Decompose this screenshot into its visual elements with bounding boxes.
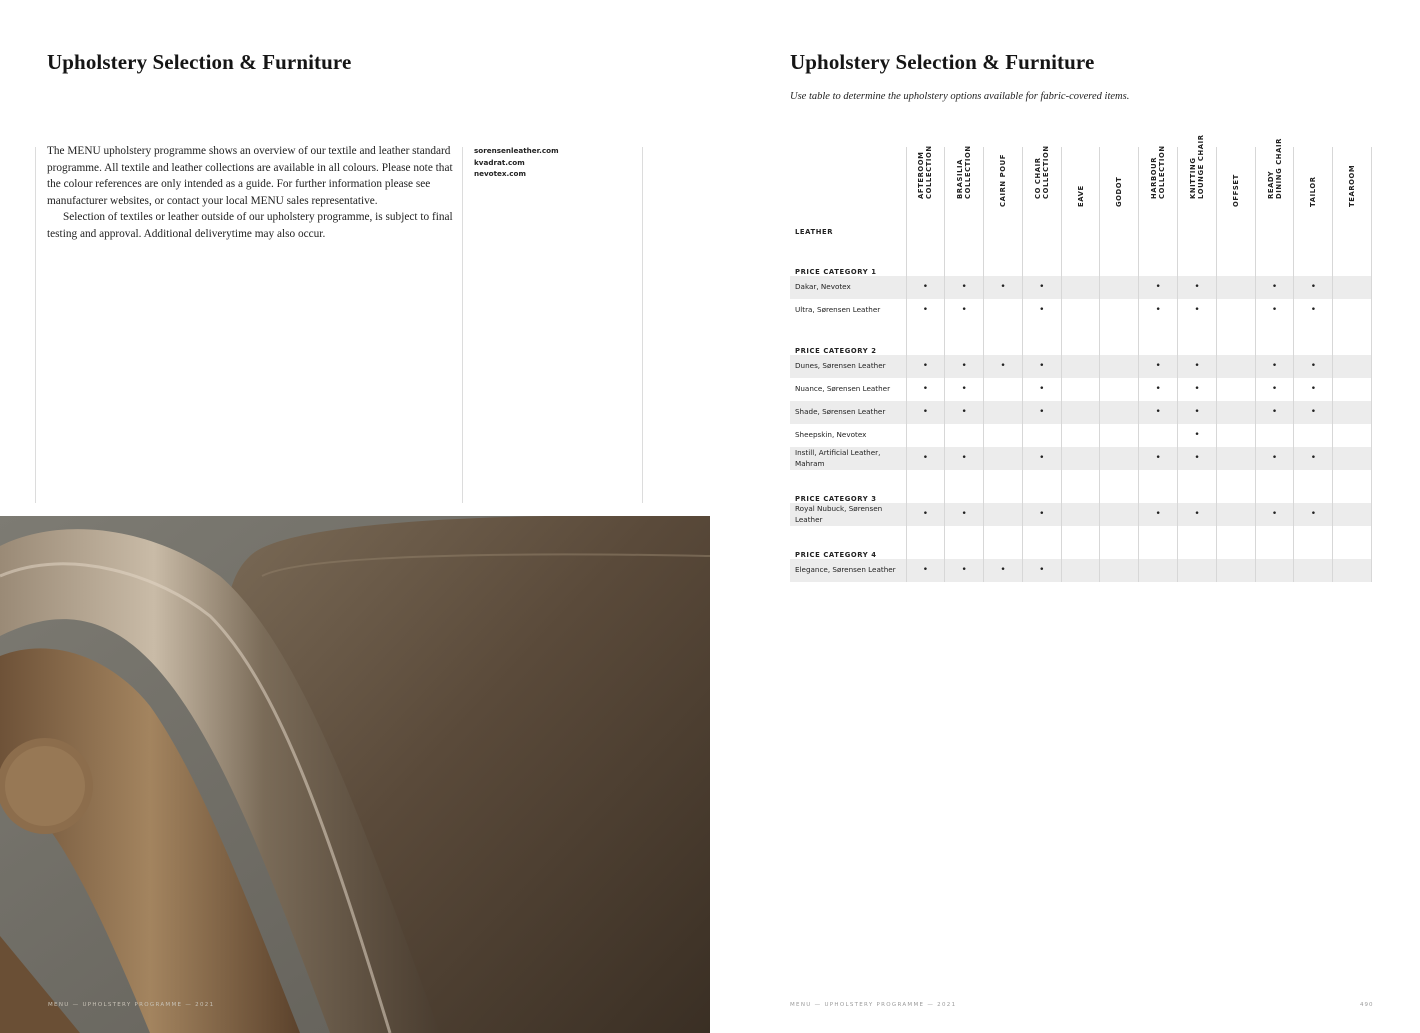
empty-cell bbox=[1178, 559, 1217, 582]
empty-cell bbox=[1333, 243, 1372, 276]
empty-cell bbox=[984, 322, 1023, 355]
availability-dot: • bbox=[1294, 401, 1333, 424]
empty-cell bbox=[1216, 401, 1255, 424]
empty-cell bbox=[1061, 378, 1100, 401]
availability-dot: • bbox=[1255, 401, 1294, 424]
empty-cell bbox=[1100, 378, 1139, 401]
link-nevotex[interactable]: nevotex.com bbox=[474, 169, 526, 178]
column-header bbox=[1294, 147, 1333, 221]
availability-dot: • bbox=[906, 559, 945, 582]
table-header-row bbox=[790, 147, 1372, 221]
availability-dot: • bbox=[1022, 559, 1061, 582]
empty-cell bbox=[1100, 401, 1139, 424]
availability-dot: • bbox=[906, 355, 945, 378]
empty-cell bbox=[1139, 559, 1178, 582]
empty-cell bbox=[1100, 447, 1139, 470]
material-name: Dakar, Nevotex bbox=[790, 276, 906, 299]
empty-cell bbox=[1061, 322, 1100, 355]
availability-dot: • bbox=[1022, 503, 1061, 526]
empty-cell bbox=[1061, 470, 1100, 503]
availability-dot: • bbox=[1294, 503, 1333, 526]
availability-dot: • bbox=[1294, 299, 1333, 322]
column-header-label: OFFSET bbox=[1231, 174, 1240, 207]
price-category-label: PRICE CATEGORY 1 bbox=[795, 268, 877, 276]
empty-cell bbox=[906, 424, 945, 447]
empty-cell bbox=[1100, 526, 1139, 559]
column-rule-2 bbox=[462, 147, 463, 503]
material-name: Instill, Artificial Leather, Mahram bbox=[790, 447, 906, 470]
empty-cell bbox=[1061, 355, 1100, 378]
intro-paragraph-1: The MENU upholstery programme shows an overview of our textile and leather standard programme. All textile and leather collections are available in all colours. Please note that the colour references are only intended as a guide. For further information please see manufacturer websites, or contact your local MENU sales representative. bbox=[47, 145, 453, 207]
empty-cell bbox=[1100, 424, 1139, 447]
empty-cell bbox=[1216, 276, 1255, 299]
availability-dot: • bbox=[945, 401, 984, 424]
empty-cell bbox=[1333, 447, 1372, 470]
empty-cell bbox=[1294, 243, 1333, 276]
empty-cell bbox=[1061, 447, 1100, 470]
empty-cell bbox=[1061, 559, 1100, 582]
empty-cell bbox=[1216, 526, 1255, 559]
availability-dot: • bbox=[906, 503, 945, 526]
material-row bbox=[790, 276, 1372, 299]
empty-cell bbox=[1139, 526, 1178, 559]
availability-dot: • bbox=[1022, 355, 1061, 378]
column-rule-1 bbox=[35, 147, 36, 503]
availability-dot: • bbox=[1022, 378, 1061, 401]
material-row bbox=[790, 378, 1372, 401]
empty-cell bbox=[1333, 559, 1372, 582]
empty-cell bbox=[1216, 378, 1255, 401]
availability-dot: • bbox=[1022, 447, 1061, 470]
material-name: Sheepskin, Nevotex bbox=[795, 430, 867, 440]
column-header-label: AFTEROOM COLLECTION bbox=[917, 145, 934, 199]
empty-cell bbox=[906, 526, 945, 559]
empty-cell bbox=[1216, 322, 1255, 355]
column-header bbox=[1333, 147, 1372, 221]
empty-cell bbox=[984, 378, 1023, 401]
empty-cell bbox=[906, 470, 945, 503]
empty-cell bbox=[1022, 322, 1061, 355]
column-header-label: READY DINING CHAIR bbox=[1266, 138, 1283, 199]
empty-cell bbox=[1216, 424, 1255, 447]
column-header-label: CAIRN POUF bbox=[998, 154, 1007, 207]
empty-cell bbox=[1333, 276, 1372, 299]
column-rule-3 bbox=[642, 147, 643, 503]
empty-cell bbox=[984, 243, 1023, 276]
availability-dot: • bbox=[945, 503, 984, 526]
empty-cell bbox=[1100, 559, 1139, 582]
availability-dot: • bbox=[1139, 299, 1178, 322]
empty-cell bbox=[1333, 355, 1372, 378]
material-name: Elegance, Sørensen Leather bbox=[790, 559, 906, 582]
empty-cell bbox=[1333, 401, 1372, 424]
empty-cell bbox=[1333, 299, 1372, 322]
left-page-title: Upholstery Selection & Furniture bbox=[47, 50, 352, 74]
availability-dot: • bbox=[1178, 401, 1217, 424]
empty-cell bbox=[1216, 559, 1255, 582]
upholstery-table bbox=[790, 134, 1372, 582]
material-row bbox=[790, 559, 1372, 582]
availability-dot: • bbox=[1139, 378, 1178, 401]
availability-dot: • bbox=[1294, 355, 1333, 378]
availability-dot: • bbox=[1178, 378, 1217, 401]
availability-dot: • bbox=[945, 276, 984, 299]
table-instructions: Use table to determine the upholstery options available for fabric-covered items. bbox=[790, 91, 1130, 102]
empty-cell bbox=[1061, 526, 1100, 559]
availability-dot: • bbox=[1178, 503, 1217, 526]
column-header-label: HARBOUR COLLECTION bbox=[1150, 145, 1167, 199]
empty-cell bbox=[984, 401, 1023, 424]
availability-dot: • bbox=[984, 355, 1023, 378]
material-name: Shade, Sørensen Leather bbox=[790, 401, 906, 424]
empty-cell bbox=[906, 322, 945, 355]
link-kvadrat[interactable]: kvadrat.com bbox=[474, 157, 525, 167]
availability-dot: • bbox=[1139, 276, 1178, 299]
column-header bbox=[1139, 147, 1178, 221]
empty-cell bbox=[945, 322, 984, 355]
availability-dot: • bbox=[906, 276, 945, 299]
empty-cell bbox=[1100, 355, 1139, 378]
empty-cell bbox=[1294, 526, 1333, 559]
price-category-row bbox=[790, 526, 1372, 559]
price-category-row bbox=[790, 243, 1372, 276]
material-row bbox=[790, 424, 1372, 447]
column-header-label: TAILOR bbox=[1309, 176, 1318, 207]
empty-cell bbox=[1022, 526, 1061, 559]
intro-text bbox=[47, 143, 457, 242]
empty-cell bbox=[1255, 424, 1294, 447]
availability-dot: • bbox=[984, 276, 1023, 299]
material-row bbox=[790, 355, 1372, 378]
empty-cell bbox=[1022, 470, 1061, 503]
column-header-label: KNITTING LOUNGE CHAIR bbox=[1188, 134, 1205, 199]
leather-chair-photo bbox=[0, 516, 710, 1033]
availability-dot: • bbox=[906, 299, 945, 322]
empty-cell bbox=[984, 470, 1023, 503]
empty-cell bbox=[1255, 322, 1294, 355]
empty-cell bbox=[1294, 322, 1333, 355]
empty-cell bbox=[1255, 526, 1294, 559]
empty-cell bbox=[945, 424, 984, 447]
empty-cell bbox=[1178, 322, 1217, 355]
empty-cell bbox=[1061, 243, 1100, 276]
empty-cell bbox=[1333, 322, 1372, 355]
availability-dot: • bbox=[945, 447, 984, 470]
price-category-label: PRICE CATEGORY 3 bbox=[795, 495, 877, 503]
material-name: Royal Nubuck, Sørensen Leather bbox=[790, 503, 906, 526]
empty-cell bbox=[1061, 276, 1100, 299]
empty-cell bbox=[1216, 299, 1255, 322]
availability-dot: • bbox=[945, 355, 984, 378]
empty-cell bbox=[1178, 243, 1217, 276]
column-header bbox=[1061, 147, 1100, 221]
material-name: Nuance, Sørensen Leather bbox=[795, 384, 891, 394]
availability-dot: • bbox=[1294, 378, 1333, 401]
empty-cell bbox=[984, 503, 1023, 526]
material-name: Ultra, Sørensen Leather bbox=[795, 305, 881, 315]
material-row bbox=[790, 503, 1372, 526]
availability-dot: • bbox=[1139, 503, 1178, 526]
left-footer: MENU — UPHOLSTERY PROGRAMME — 2021 bbox=[48, 1002, 215, 1008]
empty-cell bbox=[1100, 470, 1139, 503]
empty-cell bbox=[1255, 559, 1294, 582]
empty-cell bbox=[1255, 470, 1294, 503]
empty-cell bbox=[1100, 299, 1139, 322]
empty-cell bbox=[945, 470, 984, 503]
empty-cell bbox=[1216, 243, 1255, 276]
column-header bbox=[945, 147, 984, 221]
empty-cell bbox=[1216, 447, 1255, 470]
empty-cell bbox=[1255, 243, 1294, 276]
empty-cell bbox=[1061, 424, 1100, 447]
empty-cell bbox=[1216, 470, 1255, 503]
empty-cell bbox=[945, 243, 984, 276]
empty-cell bbox=[1294, 559, 1333, 582]
column-header bbox=[1216, 147, 1255, 221]
availability-dot: • bbox=[1022, 276, 1061, 299]
empty-cell bbox=[1178, 470, 1217, 503]
empty-cell bbox=[1061, 401, 1100, 424]
availability-dot: • bbox=[945, 559, 984, 582]
availability-dot: • bbox=[1178, 276, 1217, 299]
availability-dot: • bbox=[1178, 299, 1217, 322]
empty-cell bbox=[906, 243, 945, 276]
table-corner bbox=[790, 147, 906, 221]
availability-dot: • bbox=[1255, 276, 1294, 299]
empty-cell bbox=[1216, 355, 1255, 378]
page-number: 490 bbox=[1360, 1002, 1374, 1008]
column-header-label: BRASILIA COLLECTION bbox=[956, 145, 973, 199]
availability-dot: • bbox=[1178, 424, 1217, 447]
price-category-label: PRICE CATEGORY 4 bbox=[795, 551, 877, 559]
availability-dot: • bbox=[1139, 401, 1178, 424]
availability-dot: • bbox=[906, 378, 945, 401]
column-header bbox=[1255, 138, 1294, 221]
empty-cell bbox=[1139, 470, 1178, 503]
intro-paragraph-2: Selection of textiles or leather outside of our upholstery programme, is subject to final testing and approval. Additional deliverytime may also occur. bbox=[47, 211, 453, 240]
empty-cell bbox=[1333, 424, 1372, 447]
column-header bbox=[1100, 147, 1139, 221]
column-header bbox=[1022, 147, 1061, 221]
empty-cell bbox=[1178, 526, 1217, 559]
column-header bbox=[984, 147, 1023, 221]
link-sorensenleather[interactable]: sorensenleather.com bbox=[474, 146, 559, 155]
material-row bbox=[790, 447, 1372, 470]
price-category-row bbox=[790, 470, 1372, 503]
availability-dot: • bbox=[1255, 355, 1294, 378]
availability-dot: • bbox=[1294, 276, 1333, 299]
right-footer: MENU — UPHOLSTERY PROGRAMME — 2021 bbox=[790, 1002, 957, 1008]
availability-dot: • bbox=[906, 447, 945, 470]
column-header bbox=[1178, 134, 1217, 221]
empty-cell bbox=[984, 299, 1023, 322]
column-header-label: TEAROOM bbox=[1348, 164, 1357, 207]
leather-section-label: LEATHER bbox=[795, 228, 834, 236]
availability-dot: • bbox=[1022, 401, 1061, 424]
empty-cell bbox=[1139, 322, 1178, 355]
availability-dot: • bbox=[906, 401, 945, 424]
column-header-label: GODOT bbox=[1115, 176, 1124, 207]
empty-cell bbox=[1139, 243, 1178, 276]
availability-dot: • bbox=[1255, 378, 1294, 401]
availability-dot: • bbox=[1255, 299, 1294, 322]
leather-row bbox=[790, 221, 1372, 243]
empty-cell bbox=[1022, 243, 1061, 276]
right-page-title: Upholstery Selection & Furniture bbox=[790, 50, 1095, 74]
availability-dot: • bbox=[1139, 447, 1178, 470]
empty-cell bbox=[1100, 322, 1139, 355]
price-category-row bbox=[790, 322, 1372, 355]
empty-cell bbox=[984, 526, 1023, 559]
empty-cell bbox=[1333, 503, 1372, 526]
empty-cell bbox=[1061, 503, 1100, 526]
empty-cell bbox=[1139, 424, 1178, 447]
availability-dot: • bbox=[1255, 503, 1294, 526]
material-name: Dunes, Sørensen Leather bbox=[790, 355, 906, 378]
price-category-label: PRICE CATEGORY 2 bbox=[795, 347, 877, 355]
empty-cell bbox=[1333, 526, 1372, 559]
column-header-label: EAVE bbox=[1076, 185, 1085, 207]
empty-cell bbox=[1022, 424, 1061, 447]
empty-cell bbox=[1333, 470, 1372, 503]
leather-chair-illustration bbox=[0, 516, 710, 1033]
manufacturer-links bbox=[474, 145, 559, 180]
empty-cell bbox=[1216, 503, 1255, 526]
empty-cell bbox=[984, 447, 1023, 470]
empty-cell bbox=[1100, 276, 1139, 299]
empty-cell bbox=[1294, 470, 1333, 503]
availability-dot: • bbox=[945, 378, 984, 401]
column-header-label: CO CHAIR COLLECTION bbox=[1033, 145, 1050, 199]
availability-dot: • bbox=[1022, 299, 1061, 322]
empty-cell bbox=[1294, 424, 1333, 447]
material-row bbox=[790, 401, 1372, 424]
availability-dot: • bbox=[1255, 447, 1294, 470]
column-header bbox=[906, 147, 945, 221]
availability-dot: • bbox=[945, 299, 984, 322]
availability-dot: • bbox=[1139, 355, 1178, 378]
empty-cell bbox=[984, 424, 1023, 447]
empty-cell bbox=[1100, 503, 1139, 526]
empty-cell bbox=[1061, 299, 1100, 322]
availability-dot: • bbox=[1294, 447, 1333, 470]
material-row bbox=[790, 299, 1372, 322]
availability-dot: • bbox=[1178, 355, 1217, 378]
availability-dot: • bbox=[1178, 447, 1217, 470]
empty-cell bbox=[1100, 243, 1139, 276]
empty-cell bbox=[1333, 378, 1372, 401]
empty-cell bbox=[945, 526, 984, 559]
availability-dot: • bbox=[984, 559, 1023, 582]
